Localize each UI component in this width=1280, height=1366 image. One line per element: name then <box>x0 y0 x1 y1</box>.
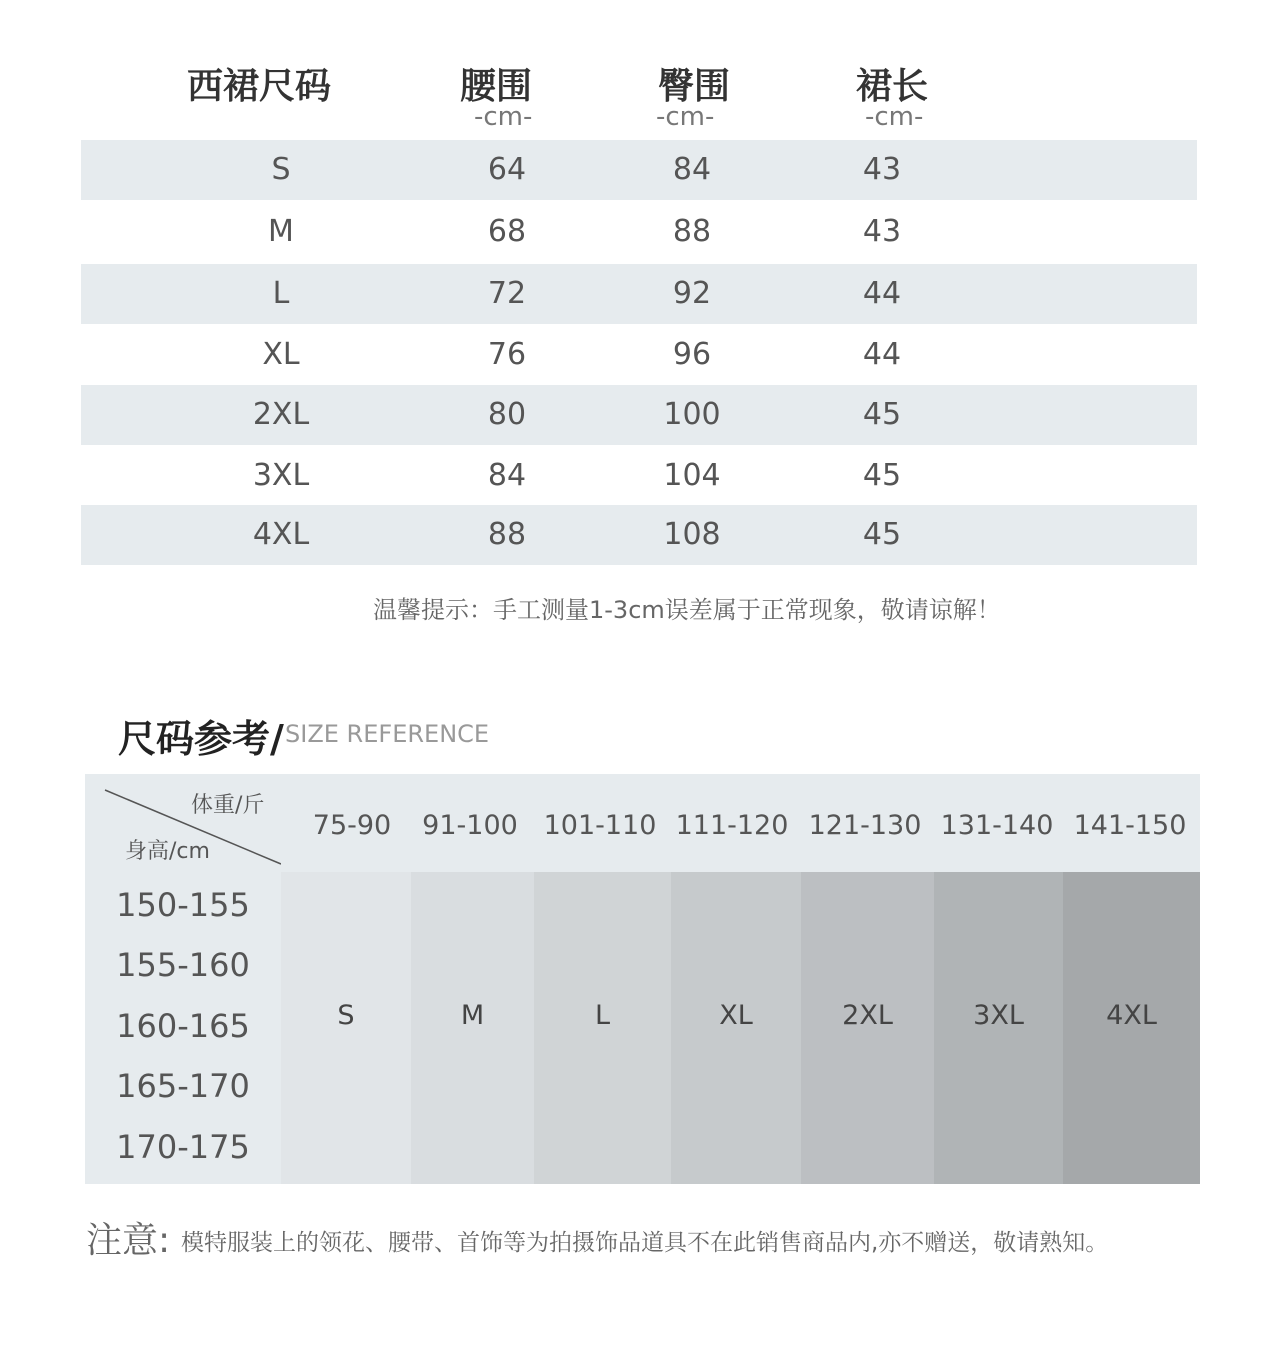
cell-waist: 72 <box>487 276 527 311</box>
cell-length: 45 <box>862 517 902 552</box>
size-column-m <box>411 872 534 1184</box>
size-column-4xl <box>1063 872 1200 1184</box>
size-column-2xl <box>801 872 934 1184</box>
size-label: 3XL <box>973 1000 1024 1031</box>
cell-size: S <box>271 152 291 187</box>
table-row <box>81 202 1197 262</box>
size-column-l <box>534 872 671 1184</box>
cell-size: 2XL <box>252 397 310 432</box>
cell-size: 4XL <box>252 517 310 552</box>
header-length-unit: -cm- <box>865 102 924 132</box>
cell-length: 45 <box>862 397 902 432</box>
size-label: L <box>594 1000 611 1031</box>
table-row <box>81 446 1197 506</box>
size-reference-table <box>85 774 1200 1184</box>
table-row <box>81 385 1197 445</box>
header-hip: 臀围 <box>658 66 731 107</box>
header-length: 裙长 <box>856 66 929 107</box>
cell-waist: 68 <box>487 214 527 249</box>
cell-hip: 92 <box>672 276 712 311</box>
cell-waist: 76 <box>487 337 527 372</box>
cell-waist: 80 <box>487 397 527 432</box>
header-waist: 腰围 <box>460 66 533 107</box>
size-label: M <box>460 1000 485 1031</box>
size-label: XL <box>719 1000 753 1031</box>
height-label: 165-170 <box>116 1067 250 1105</box>
note-text: 模特服装上的领花、腰带、首饰等为拍摄饰品道具不在此销售商品内,亦不赠送，敬请熟知。 <box>181 1230 1109 1256</box>
height-label: 170-175 <box>116 1128 250 1166</box>
size-column-xl <box>671 872 801 1184</box>
cell-length: 43 <box>862 214 902 249</box>
cell-length: 45 <box>862 458 902 493</box>
weight-header: 121-130 <box>808 810 922 841</box>
header-waist-unit: -cm- <box>474 102 533 132</box>
weight-header: 111-120 <box>675 810 789 841</box>
height-label: 155-160 <box>116 946 250 984</box>
table-row <box>81 140 1197 200</box>
cell-hip: 108 <box>663 517 721 552</box>
corner-weight-label: 体重/斤 <box>191 793 265 818</box>
height-label: 150-155 <box>116 886 250 924</box>
size-label: 4XL <box>1106 1000 1157 1031</box>
weight-header: 101-110 <box>543 810 657 841</box>
header-size: 西裙尺码 <box>187 66 332 107</box>
table-row <box>81 264 1197 324</box>
cell-hip: 100 <box>663 397 721 432</box>
cell-hip: 84 <box>672 152 712 187</box>
header-hip-unit: -cm- <box>656 102 715 132</box>
corner-height-label: 身高/cm <box>125 839 210 864</box>
weight-header: 141-150 <box>1073 810 1187 841</box>
cell-waist: 88 <box>487 517 527 552</box>
size-label: S <box>337 1000 355 1031</box>
cell-size: L <box>272 276 290 311</box>
note-label: 注意: <box>86 1220 171 1261</box>
cell-waist: 64 <box>487 152 527 187</box>
weight-header: 131-140 <box>940 810 1054 841</box>
cell-hip: 104 <box>663 458 721 493</box>
cell-hip: 88 <box>672 214 712 249</box>
size-column-s <box>281 872 411 1184</box>
cell-size: 3XL <box>252 458 310 493</box>
cell-waist: 84 <box>487 458 527 493</box>
cell-length: 44 <box>862 337 902 372</box>
reference-subtitle: SIZE REFERENCE <box>285 720 490 748</box>
cell-size: M <box>268 214 294 249</box>
cell-length: 44 <box>862 276 902 311</box>
table-row <box>81 505 1197 565</box>
cell-size: XL <box>262 337 300 372</box>
size-label: 2XL <box>842 1000 893 1031</box>
size-column-3xl <box>934 872 1063 1184</box>
weight-header: 91-100 <box>422 810 518 841</box>
height-label: 160-165 <box>116 1007 250 1045</box>
cell-hip: 96 <box>672 337 712 372</box>
cell-length: 43 <box>862 152 902 187</box>
weight-header: 75-90 <box>312 810 392 841</box>
table-row <box>81 325 1197 385</box>
measurement-tip: 温馨提示：手工测量1-3cm误差属于正常现象，敬请谅解！ <box>373 596 1001 624</box>
reference-title: 尺码参考/ <box>118 717 284 761</box>
